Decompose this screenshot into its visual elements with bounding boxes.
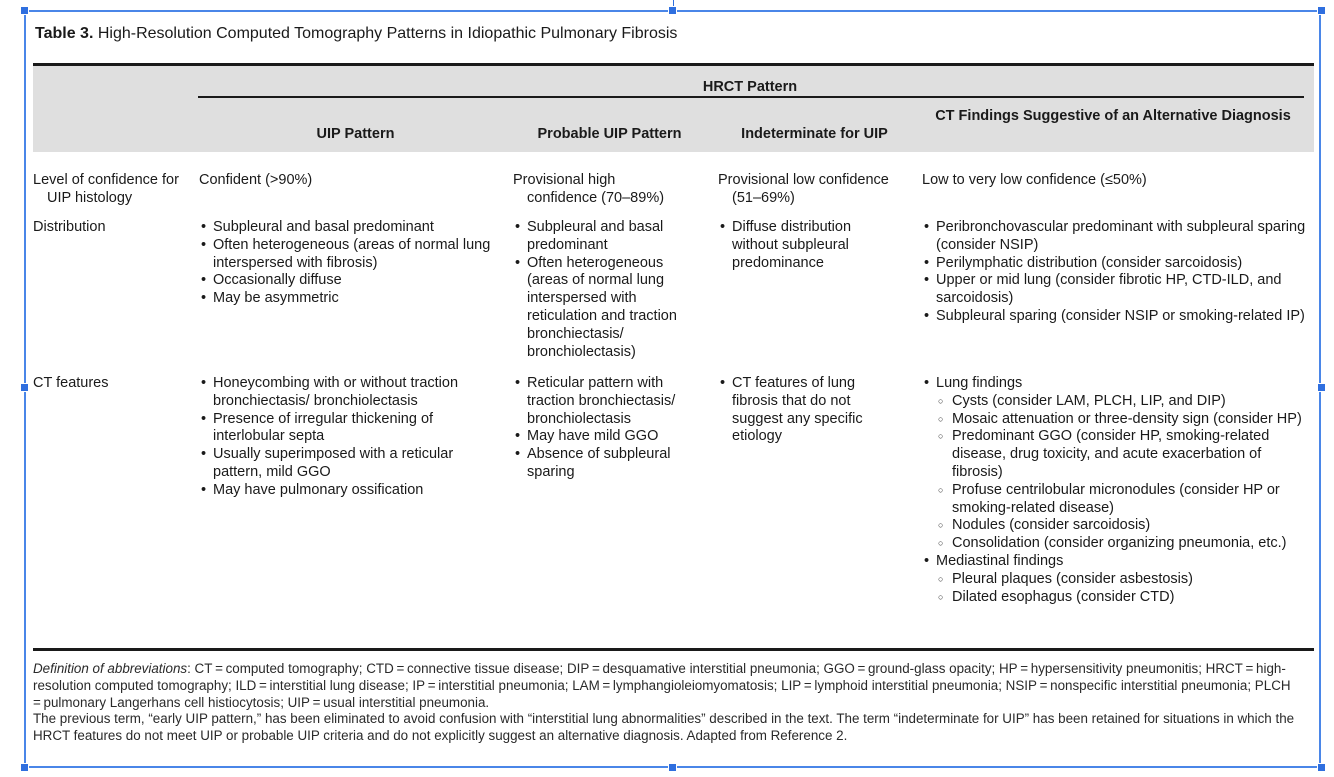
cell-ct-indeterminate bbox=[718, 375, 898, 446]
list-item: • Subpleural and basal predominant bbox=[199, 219, 506, 237]
column-header-uip: UIP Pattern bbox=[316, 126, 395, 142]
mediastinal-findings-heading: Mediastinal findings bbox=[936, 552, 1064, 569]
list-item: • May have mild GGO bbox=[513, 428, 708, 446]
column-header-alternative: CT Findings Suggestive of an Alternative Diagnosis bbox=[935, 108, 1291, 124]
cell-confidence-probable bbox=[513, 172, 688, 208]
cell-distribution-indeterminate bbox=[718, 219, 893, 272]
column-header-probable: Probable UIP Pattern bbox=[537, 126, 682, 142]
list-subitem: ○ Consolidation (consider organizing pneumonia, etc.) bbox=[922, 535, 1314, 553]
resize-handle-left[interactable] bbox=[20, 383, 29, 392]
lung-findings-heading: Lung findings bbox=[936, 375, 1023, 391]
resize-handle-right[interactable] bbox=[1317, 383, 1326, 392]
list-item: • Subpleural sparing (consider NSIP or smoking-related IP) bbox=[922, 308, 1314, 326]
cell-confidence-probable-text: Provisional high confidence (70–89%) bbox=[513, 172, 665, 206]
cell-confidence-indeterminate bbox=[718, 172, 908, 208]
table-footnote bbox=[33, 661, 1303, 745]
footnote-def-label: Definition of abbreviations bbox=[33, 661, 188, 676]
group-header: HRCT Pattern bbox=[702, 79, 798, 95]
cell-distribution-probable bbox=[513, 219, 708, 361]
resize-handle-bottom-left[interactable] bbox=[20, 763, 29, 772]
row-label-ct-features: CT features bbox=[33, 375, 109, 391]
row-label-distribution: Distribution bbox=[33, 219, 106, 235]
resize-handle-bottom[interactable] bbox=[668, 763, 677, 772]
list-item: • May have pulmonary ossification bbox=[199, 482, 464, 500]
table-title-text: High-Resolution Computed Tomography Patterns in Idiopathic Pulmonary Fibrosis bbox=[97, 25, 678, 42]
list-item: • Occasionally diffuse bbox=[199, 272, 506, 290]
cell-confidence-alternative: Low to very low confidence (≤50%) bbox=[922, 172, 1147, 188]
cell-ct-probable bbox=[513, 375, 708, 482]
cell-ct-alternative bbox=[922, 375, 1314, 606]
footnote-abbreviations bbox=[33, 661, 1303, 711]
row-label-confidence bbox=[33, 172, 191, 208]
table-title bbox=[35, 25, 677, 43]
list-item: • Honeycombing with or without traction bronchiectasis/ bronchiolectasis bbox=[199, 375, 464, 411]
list-subitem: ○ Mosaic attenuation or three-density sign (consider HP) bbox=[922, 411, 1314, 429]
list-item: • Diffuse distribution without subpleural predominance bbox=[718, 219, 893, 272]
resize-handle-bottom-right[interactable] bbox=[1317, 763, 1326, 772]
bottom-rule bbox=[33, 648, 1314, 651]
resize-handle-top[interactable] bbox=[668, 6, 677, 15]
list-item: • Presence of irregular thickening of interlobular septa bbox=[199, 411, 464, 447]
list-item: • Peribronchovascular predominant with subpleural sparing (consider NSIP) bbox=[922, 219, 1314, 255]
cell-confidence-indeterminate-text: Provisional low confidence (51–69%) bbox=[718, 172, 889, 206]
footnote-note: The previous term, “early UIP pattern,” has been eliminated to avoid confusion with “interstitial lung abnormalities” described in the text. The term “indeterminate for UIP” has been retained for situations in which the HRCT features do not meet UIP or probable UIP criteria and do not explicitly suggest an alternative diagnosis. Adapted from Reference 2. bbox=[33, 711, 1295, 744]
list-item: • Reticular pattern with traction bronchiectasis/ bronchiolectasis bbox=[513, 375, 708, 428]
list-subitem: ○ Pleural plaques (consider asbestosis) bbox=[922, 571, 1314, 589]
list-item-lung-findings bbox=[922, 375, 1314, 553]
column-header-indeterminate: Indeterminate for UIP bbox=[741, 126, 888, 142]
list-item-mediastinal-findings bbox=[922, 553, 1314, 606]
list-item: • Absence of subpleural sparing bbox=[513, 446, 708, 482]
table-label: Table 3. bbox=[35, 25, 94, 42]
footnote-abbreviations-text: : CT = computed tomography; CTD = connective tissue disease; DIP = desquamative interstitial pneumonia; GGO = ground-glass opacity; HP = hypersensitivity pneumonitis; HRCT = high-resolution computed tomography; ILD = interstitial lung disease; IP = interstitial pneumonia; LAM = lymphangioleiomyomatosis; LIP = lymphoid interstitial pneumonia; NSIP = nonspecific interstitial pneumonia; PLCH = pulmonary Langerhans cell histiocytosis; UIP = usual interstitial pneumonia. bbox=[33, 661, 1294, 710]
list-item: • May be asymmetric bbox=[199, 290, 506, 308]
resize-handle-top-left[interactable] bbox=[20, 6, 29, 15]
cell-confidence-uip: Confident (>90%) bbox=[199, 172, 313, 188]
list-item: • Often heterogeneous (areas of normal lung interspersed with reticulation and traction bronchiectasis/ bronchiolectasis) bbox=[513, 255, 708, 362]
list-item: • CT features of lung fibrosis that do not suggest any specific etiology bbox=[718, 375, 898, 446]
list-subitem: ○ Cysts (consider LAM, PLCH, LIP, and DIP) bbox=[922, 393, 1314, 411]
list-item: • Perilymphatic distribution (consider sarcoidosis) bbox=[922, 255, 1314, 273]
cell-distribution-uip bbox=[199, 219, 506, 308]
list-item: • Often heterogeneous (areas of normal lung interspersed with fibrosis) bbox=[199, 237, 506, 273]
list-subitem: ○ Nodules (consider sarcoidosis) bbox=[922, 517, 1314, 535]
list-item: • Upper or mid lung (consider fibrotic HP, CTD-ILD, and sarcoidosis) bbox=[922, 272, 1314, 308]
cell-distribution-alternative bbox=[922, 219, 1314, 326]
group-header-rule bbox=[198, 96, 1304, 98]
row-label-confidence-text: Level of confidence for UIP histology bbox=[33, 172, 179, 206]
list-item: • Subpleural and basal predominant bbox=[513, 219, 708, 255]
cell-ct-uip bbox=[199, 375, 464, 500]
list-subitem: ○ Dilated esophagus (consider CTD) bbox=[922, 589, 1314, 607]
resize-handle-top-right[interactable] bbox=[1317, 6, 1326, 15]
list-subitem: ○ Predominant GGO (consider HP, smoking-related disease, drug toxicity, and acute exacerbation of fibrosis) bbox=[922, 428, 1314, 481]
list-item: • Usually superimposed with a reticular pattern, mild GGO bbox=[199, 446, 464, 482]
list-subitem: ○ Profuse centrilobular micronodules (consider HP or smoking-related disease) bbox=[922, 482, 1314, 518]
top-rule bbox=[33, 63, 1314, 66]
